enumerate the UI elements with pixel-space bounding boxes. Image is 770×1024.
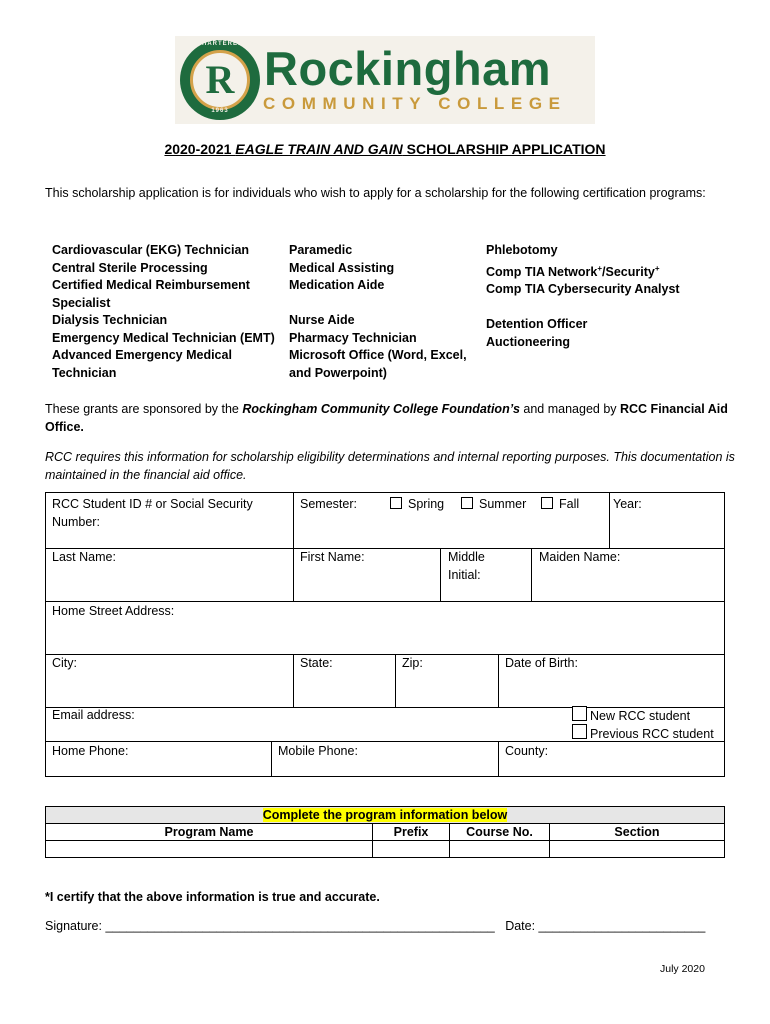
state-label: State:: [300, 656, 333, 670]
spring-checkbox[interactable]: [390, 497, 402, 509]
course-no-cell[interactable]: [450, 841, 550, 858]
maiden-name-label: Maiden Name:: [539, 550, 621, 564]
program-item: Medication Aide: [289, 278, 385, 292]
new-student-checkbox[interactable]: [572, 706, 587, 721]
fall-option[interactable]: Fall: [541, 495, 579, 513]
program-item: Phlebotomy: [486, 243, 558, 257]
program-name-cell[interactable]: [46, 841, 373, 858]
seal-top-text: CHARTERED: [196, 41, 244, 47]
program-item: Certified Medical Reimbursement: [52, 278, 250, 292]
program-item: Dialysis Technician: [52, 313, 168, 327]
college-name: Rockingham: [264, 42, 552, 95]
footer-date: July 2020: [660, 963, 705, 975]
program-list-col3: [486, 242, 746, 351]
home-address-label: Home Street Address:: [52, 604, 175, 618]
column-header: Program Name: [46, 824, 373, 841]
program-info-table: [45, 806, 725, 858]
seal-bottom-text: 1963: [211, 108, 229, 114]
student-id-label-2: Number:: [52, 515, 100, 529]
section-cell[interactable]: [550, 841, 725, 858]
column-header: Course No.: [450, 824, 550, 841]
previous-student-checkbox[interactable]: [572, 724, 587, 739]
seal-letter: R: [205, 57, 235, 102]
last-name-label: Last Name:: [52, 550, 116, 564]
middle-initial-label: Middle: [448, 550, 485, 564]
zip-label: Zip:: [402, 656, 423, 670]
program-item: Emergency Medical Technician (EMT): [52, 330, 275, 345]
year-label: Year:: [613, 497, 642, 511]
college-subtitle: COMMUNITY COLLEGE: [263, 94, 567, 113]
program-item: Central Sterile Processing: [52, 260, 208, 275]
column-header: Prefix: [373, 824, 450, 841]
signature-line[interactable]: Signature: ________________________________________________________ Date: ________________________: [45, 919, 706, 933]
program-item: Medical Assisting: [289, 260, 395, 275]
program-item: and Powerpoint): [289, 365, 387, 380]
program-item: Specialist: [52, 295, 111, 310]
program-item: Cardiovascular (EKG) Technician: [52, 243, 250, 257]
spring-option[interactable]: Spring: [390, 495, 444, 513]
middle-initial-label-2: Initial:: [448, 568, 481, 582]
column-header: Section: [550, 824, 725, 841]
program-item: Microsoft Office (Word, Excel,: [289, 348, 467, 362]
program-item: Advanced Emergency Medical: [52, 348, 232, 362]
certification-statement: *I certify that the above information is true and accurate.: [45, 890, 380, 904]
city-label: City:: [52, 656, 77, 670]
program-list-col1: [52, 242, 282, 382]
date-line[interactable]: Date: ________________________: [505, 919, 706, 933]
sponsor-text: These grants are sponsored by the Rockingham Community College Foundation’s and managed by RCC Financial Aid Office.: [45, 402, 728, 434]
summer-checkbox[interactable]: [461, 497, 473, 509]
city-field[interactable]: [45, 654, 294, 708]
program-item: Comp TIA Network+/Security+: [486, 263, 660, 279]
program-item: Pharmacy Technician: [289, 330, 417, 345]
program-item: Paramedic: [289, 243, 353, 257]
previous-student-option[interactable]: Previous RCC student: [572, 724, 714, 743]
program-item: Technician: [52, 365, 117, 380]
mobile-phone-label: Mobile Phone:: [278, 744, 358, 758]
privacy-note: RCC requires this information for scholarship eligibility determinations and internal reporting purposes. This documentation is maintained in the financial aid office.: [45, 450, 735, 482]
program-item: Detention Officer: [486, 317, 588, 332]
semester-label: Semester:: [300, 497, 357, 511]
intro-text: This scholarship application is for individuals who wish to apply for a scholarship for the following certification programs:: [45, 186, 706, 200]
summer-option[interactable]: Summer: [461, 495, 526, 513]
program-item: Auctioneering: [486, 334, 571, 349]
fall-checkbox[interactable]: [541, 497, 553, 509]
page-title: 2020-2021 EAGLE TRAIN AND GAIN SCHOLARSHIP APPLICATION: [164, 141, 606, 157]
new-student-option[interactable]: New RCC student: [572, 706, 690, 725]
email-label: Email address:: [52, 708, 135, 722]
program-table-title: Complete the program information below: [46, 807, 725, 824]
first-name-label: First Name:: [300, 550, 365, 564]
home-phone-label: Home Phone:: [52, 744, 129, 758]
student-id-label: RCC Student ID # or Social Security: [52, 497, 253, 511]
program-list-col2: [289, 242, 479, 382]
program-item: Comp TIA Cybersecurity Analyst: [486, 282, 680, 297]
dob-label: Date of Birth:: [505, 656, 578, 670]
prefix-cell[interactable]: [373, 841, 450, 858]
program-item: Nurse Aide: [289, 313, 355, 327]
county-label: County:: [505, 744, 549, 758]
